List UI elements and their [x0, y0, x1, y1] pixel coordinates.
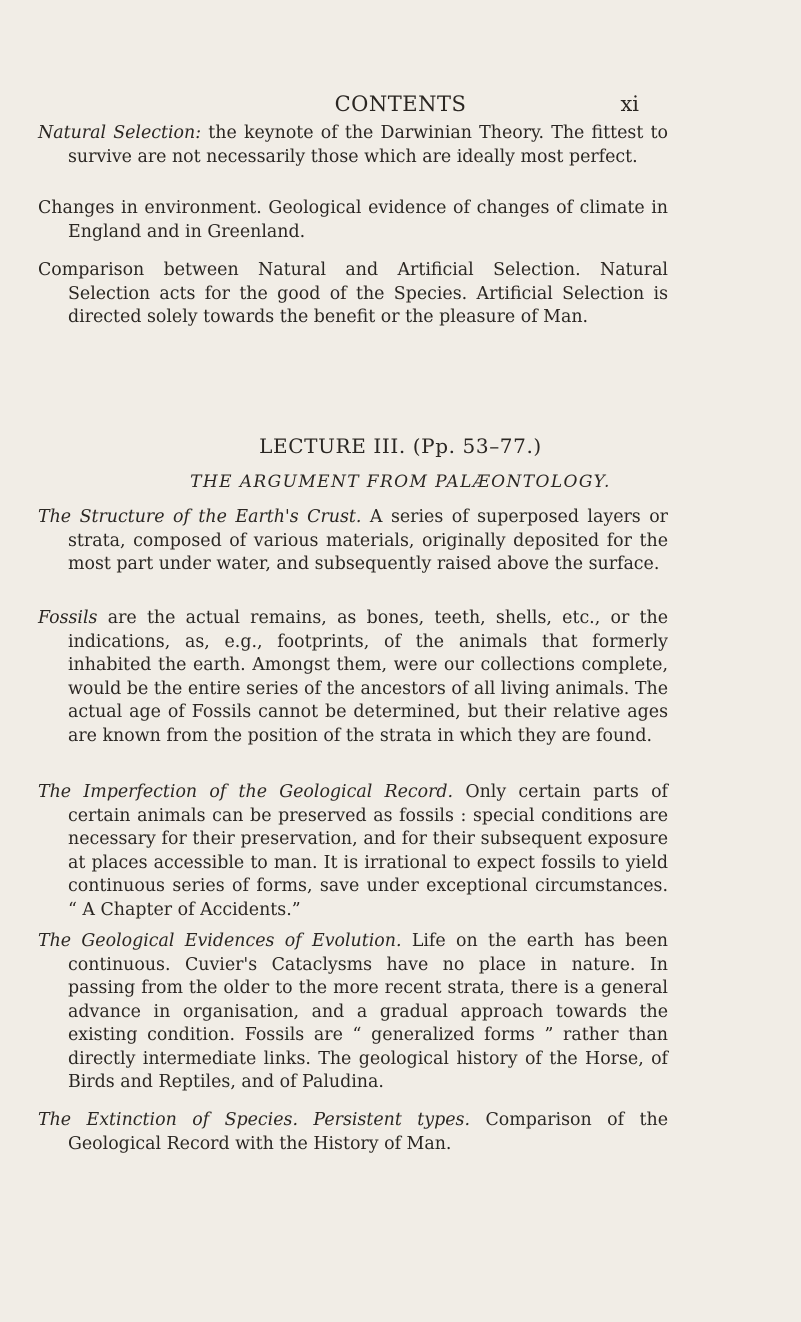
toc-entry-comparison: [38, 259, 668, 330]
toc-entry-natural-selection: [38, 122, 668, 169]
entry-text: Comparison of the Geological Record with the History of Man.: [68, 1110, 668, 1154]
entry-text: Life on the earth has been continuous. Cuvier's Cataclysms have no place in nature. In passing from the older to the more recent strata, there is a general advance in organisation, and a gradual approach towards the existing condition. Fossils are “ generalized forms ” rather than directly intermediate links. The geological history of the Horse, of Birds and Reptiles, and of Paludina.: [68, 931, 668, 1092]
entry-lead: The Extinction of Species. Persistent types.: [38, 1110, 470, 1130]
entry-text: are the actual remains, as bones, teeth, shells, etc., or the indications, as, e.g., footprints, of the animals that formerly inhabited the earth. Amongst them, were our collections complete, would be the entire series of the ancestors of all living animals. The actual age of Fossils cannot be determined, but their relative ages are known from the position of the strata in which they are found.: [68, 608, 668, 746]
running-title: CONTENTS: [334, 92, 467, 116]
toc-entry-fossils: [38, 607, 668, 748]
entry-lead: Fossils: [38, 608, 98, 628]
toc-entry-imperfection: [38, 781, 668, 922]
entry-lead: The Imperfection of the Geological Record.: [38, 782, 454, 802]
toc-entry-geological-evidences: [38, 930, 668, 1095]
lecture-heading: LECTURE III. (Pp. 53–77.): [259, 434, 542, 458]
entry-text: Comparison between Natural and Artificial Selection. Natural Selection acts for the good of the Species. Artificial Selection is directed solely towards the benefit or the pleasure of Man.: [38, 260, 668, 327]
entry-lead: The Geological Evidences of Evolution.: [38, 931, 402, 951]
running-head: [0, 92, 801, 118]
entry-lead: The Structure of the Earth's Crust.: [38, 507, 362, 527]
entry-text: the keynote of the Darwinian Theory. The fittest to survive are not necessarily those which are ideally most perfect.: [68, 123, 668, 167]
toc-entry-earth-crust: [38, 506, 668, 577]
entry-text: A series of superposed layers or strata, composed of various materials, originally deposited for the most part under water, and subsequently raised above the surface.: [68, 507, 668, 574]
toc-entry-environment: [38, 197, 668, 244]
entry-text: Only certain parts of certain animals can be preserved as fossils : special conditions are necessary for their preservation, and for their subsequent exposure at places accessible to man. It is irrational to expect fossils to yield continuous series of forms, save under exceptional circumstances. “ A Chapter of Accidents.”: [68, 782, 668, 920]
entry-lead: Natural Selection:: [38, 123, 202, 143]
lecture-subtitle: THE ARGUMENT FROM PALÆONTOLOGY.: [190, 472, 611, 492]
entry-text: Changes in environment. Geological evidence of changes of climate in England and in Greenland.: [38, 198, 668, 242]
toc-entry-extinction: [38, 1109, 668, 1156]
page-number: xi: [620, 92, 639, 116]
